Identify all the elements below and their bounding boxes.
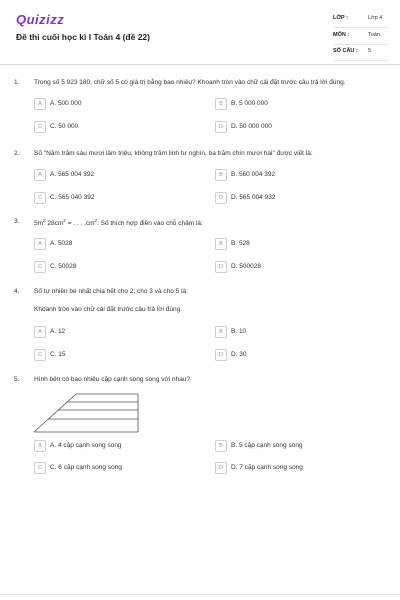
meta-label: SỐ CÂU : — [333, 48, 358, 54]
superscript: 2 — [94, 218, 97, 223]
option-letter-box[interactable]: A — [34, 169, 46, 181]
header-divider — [0, 64, 400, 65]
option-letter-box[interactable]: A — [34, 440, 46, 452]
question-subtext: Khoanh tròn vào chữ cái đặt trước câu trả lời đúng. — [34, 306, 183, 313]
option-letter-box[interactable]: D — [215, 261, 227, 273]
option-text: B. 10 — [231, 328, 247, 335]
option-text: C. 50 000 — [50, 123, 79, 130]
question-number: 4. — [14, 288, 20, 295]
option-text: B. 560 004 392 — [231, 171, 276, 178]
meta-label: LỚP : — [333, 15, 348, 21]
option-text: C. 6 cặp cạnh song song — [50, 464, 122, 471]
option-letter-box[interactable]: C — [34, 462, 46, 474]
question-text: Số "Năm trăm sáu mươi lăm triệu, không trăm linh tư nghìn, ba trăm chín mươi hai" được viết là: — [34, 150, 313, 157]
meta-row-subject — [333, 31, 389, 45]
document-title: Đề thi cuối học kì I Toán 4 (đề 22) — [16, 32, 150, 42]
meta-row-class — [333, 14, 389, 28]
option-text: C. 50028 — [50, 263, 77, 270]
option-letter-box[interactable]: A — [34, 98, 46, 110]
option-letter-box[interactable]: B — [215, 98, 227, 110]
option-text: B. 5 cặp cạnh song song — [231, 442, 303, 449]
meta-info — [333, 14, 389, 64]
option-letter-box[interactable]: C — [34, 121, 46, 133]
option-text: D. 500028 — [231, 263, 261, 270]
text-part: = . . . .cm — [65, 220, 95, 228]
question-text — [34, 218, 203, 227]
figure-segment — [34, 394, 76, 432]
option-text: C. 15 — [50, 351, 66, 358]
superscript: 2 — [63, 218, 66, 223]
option-text: D. 7 cặp cạnh song song — [231, 464, 303, 471]
option-text: A. 4 cặp cạnh song song — [50, 442, 122, 449]
option-text: D. 30 — [231, 351, 247, 358]
option-letter-box[interactable]: C — [34, 349, 46, 361]
meta-label: MÔN : — [333, 31, 350, 38]
option-letter-box[interactable]: B — [215, 440, 227, 452]
question-text: Trong số 5 923 180, chữ số 5 có giá trị bằng bao nhiêu? Khoanh tròn vào chữ cái đặt trước câu trả lời đúng. — [34, 79, 346, 86]
text-part: 28cm — [45, 220, 64, 228]
quizizz-logo: Quizizz — [16, 12, 65, 27]
meta-row-count — [333, 47, 389, 61]
option-text: A. 500 000 — [50, 100, 82, 107]
option-text: A. 565 004 392 — [50, 171, 95, 178]
option-text: C. 565 040 392 — [50, 194, 95, 201]
bottom-divider — [0, 594, 400, 595]
option-letter-box[interactable]: C — [34, 192, 46, 204]
meta-value: Toán — [368, 31, 380, 38]
option-text: D. 50 000 000 — [231, 123, 272, 130]
question-text: Hình bên có bao nhiêu cặp cạnh song song với nhau? — [34, 376, 191, 383]
text-part: . Số thích hợp điền vào chỗ chấm là: — [97, 220, 203, 228]
option-letter-box[interactable]: C — [34, 261, 46, 273]
option-letter-box[interactable]: B — [215, 169, 227, 181]
option-letter-box[interactable]: A — [34, 238, 46, 250]
question-number: 1. — [14, 79, 20, 86]
option-text: D. 565 004 932 — [231, 194, 276, 201]
option-text: A. 12 — [50, 328, 66, 335]
superscript: 2 — [43, 218, 46, 223]
option-letter-box[interactable]: D — [215, 192, 227, 204]
option-letter-box[interactable]: D — [215, 121, 227, 133]
option-letter-box[interactable]: A — [34, 326, 46, 338]
option-text: B. 528 — [231, 240, 250, 247]
option-letter-box[interactable]: D — [215, 462, 227, 474]
question-number: 5. — [14, 376, 20, 383]
option-text: A. 5028 — [50, 240, 73, 247]
question-number: 2. — [14, 150, 20, 157]
option-letter-box[interactable]: D — [215, 349, 227, 361]
question-text: Số tự nhiên bé nhất chia hết cho 2; cho 3 và cho 5 là: — [34, 288, 188, 295]
option-letter-box[interactable]: B — [215, 238, 227, 250]
question-number: 3. — [14, 218, 20, 225]
option-letter-box[interactable]: B — [215, 326, 227, 338]
meta-value: Lớp 4 — [368, 15, 383, 21]
meta-value: 5 — [368, 48, 372, 54]
parallel-lines-figure — [32, 390, 142, 436]
text-part: 5m — [34, 220, 44, 228]
option-text: B. 5 000 000 — [231, 100, 268, 107]
